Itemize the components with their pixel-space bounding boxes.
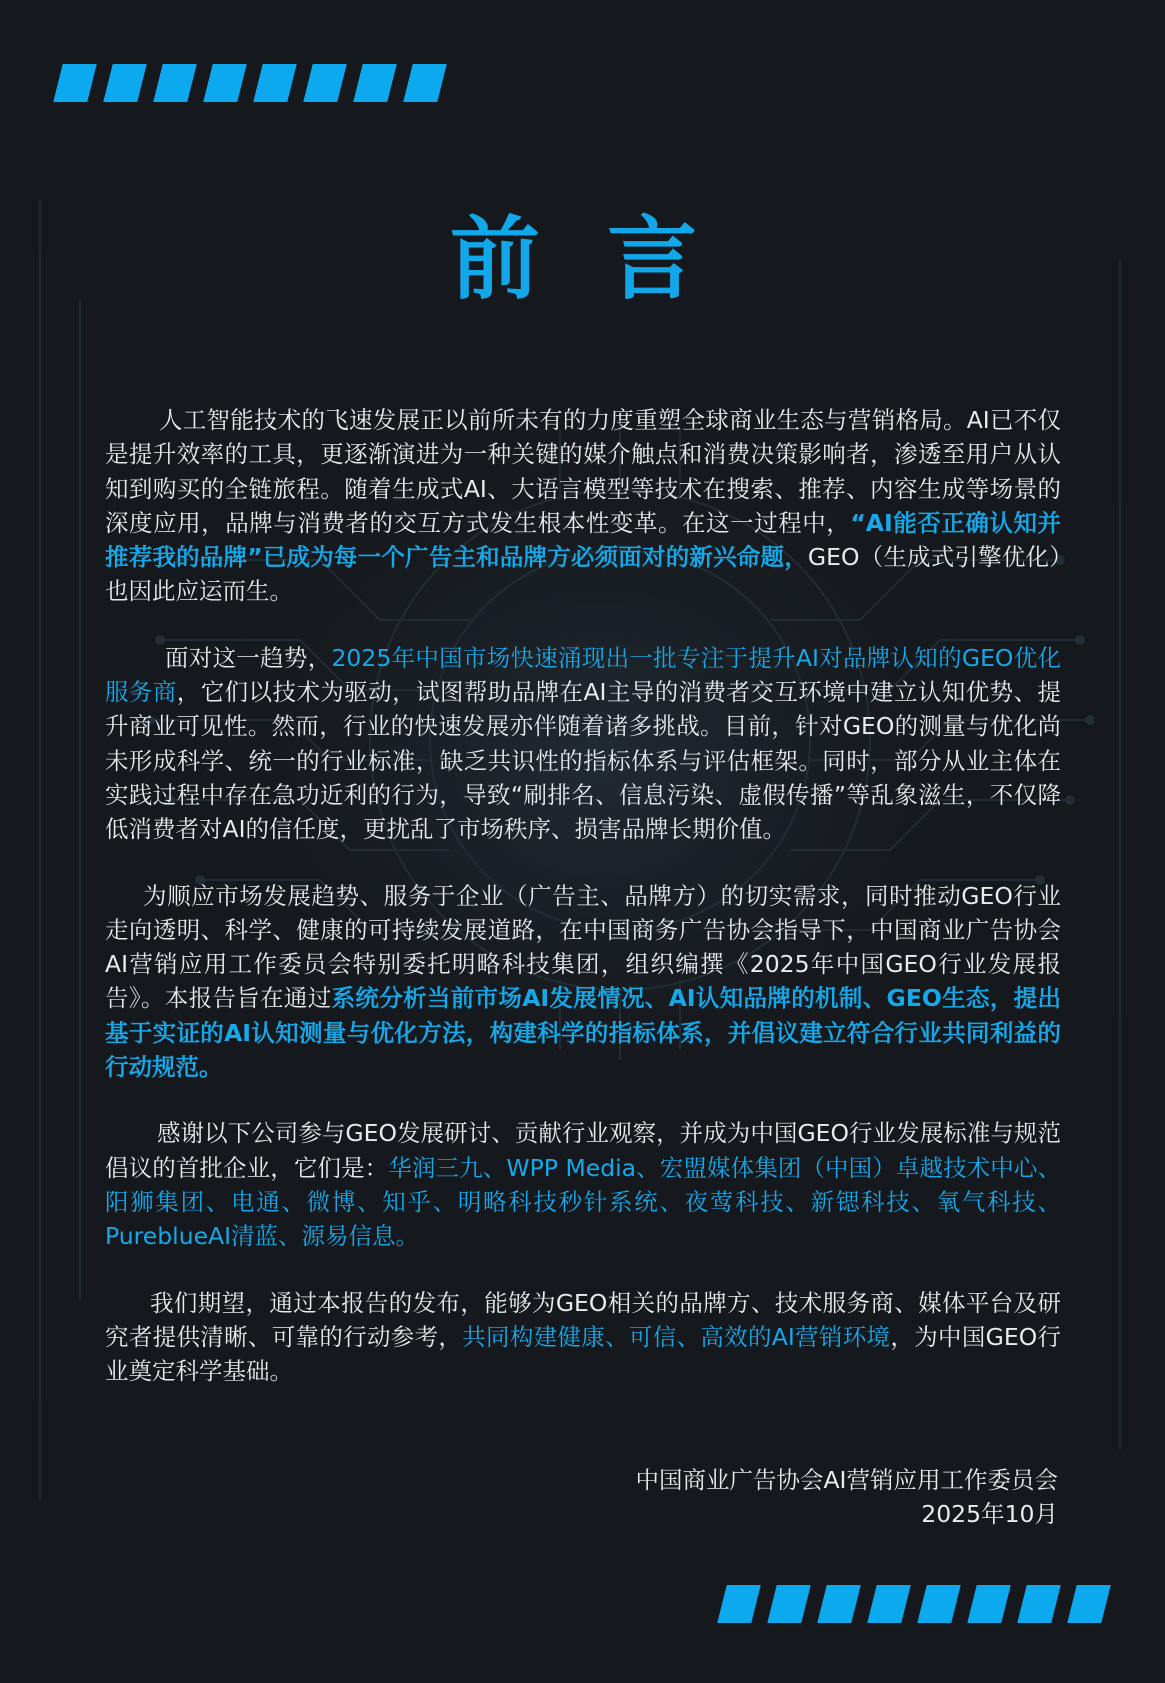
paragraph-2-text-end: ，它们以技术为驱动，试图帮助品牌在AI主导的消费者交互环境中建立认知优势、提升商业可见性。然而，行业的快速发展亦伴随着诸多挑战。目前，针对GEO的测量与优化尚未形成科学、统一的行业标准，缺乏共识性的指标体系与评估框架。同时，部分从业主体在实践过程中存在急功近利的行为，导致“刷排名、信息污染、虚假传播”等乱象滋生，不仅降低消费者对AI的信任度，更扰乱了市场秩序、损害品牌长期价值。 (105, 678, 1062, 844)
paragraph-5-highlight: 共同构建健康、可信、高效的AI营销环境 (462, 1322, 891, 1351)
signature-date: 2025年10月 (921, 1500, 1058, 1528)
page-title: 前 言 (449, 207, 716, 312)
paragraph-1-text: 人工智能技术的飞速发展正以前所未有的力度重塑全球商业生态与营销格局。AI已不仅是提升效率的工具，更逐渐演进为一种关键的媒介触点和消费决策影响者，渗透至用户从认知到购买的全链旅程。随着生成式AI、大语言模型等技术在搜索、推荐、内容生成等场景的深度应用，品牌与消费者的交互方式发生根本性变革。在这一过程中， (105, 406, 1061, 537)
paragraph-1-highlight: “AI能否正确认知并推荐我的品牌”已成为每一个广告主和品牌方必须面对的新兴命题， (105, 508, 1061, 572)
paragraph-3-highlight: 系统分析当前市场AI发展情况、AI认知品牌的机制、GEO生态，提出基于实证的AI认知测量与优化方法，构建科学的指标体系，并倡议建立符合行业共同利益的行动规范。 (105, 984, 1061, 1082)
signature-org: 中国商业广告协会AI营销应用工作委员会 (635, 1466, 1058, 1494)
preface-body (105, 403, 1061, 1388)
paragraph-1 (105, 403, 1061, 609)
paragraph-3 (105, 879, 1061, 1085)
paragraph-4-text: 感谢以下公司参与GEO发展研讨、贡献行业观察，并成为中国GEO行业发展标准与规范倡议的首批企业，它们是： (105, 1119, 1061, 1182)
paragraph-2 (105, 641, 1061, 847)
paragraph-2-text: 面对这一趋势， (165, 643, 332, 672)
paragraph-4-highlight: 华润三九、WPP Media、宏盟媒体集团（中国）卓越技术中心、阳狮集团、电通、微博、知乎、明略科技秒针系统、夜莺科技、新锶科技、氧气科技、PureblueAI清蓝、源易信息。 (105, 1153, 1061, 1251)
paragraph-5 (105, 1286, 1061, 1389)
signature-block (635, 1463, 1058, 1531)
paragraph-5-text-end: ，为中国GEO行业奠定科学基础。 (105, 1322, 1061, 1386)
bottom-stripe-decoration (722, 1585, 1106, 1623)
paragraph-5-text: 我们期望，通过本报告的发布，能够为GEO相关的品牌方、技术服务商、媒体平台及研究者提供清晰、可靠的行动参考， (105, 1288, 1061, 1351)
paragraph-1-text-end: GEO（生成式引擎优化）也因此应运而生。 (105, 543, 1061, 606)
top-stripe-decoration (58, 64, 442, 102)
paragraph-3-text: 为顺应市场发展趋势、服务于企业（广告主、品牌方）的切实需求，同时推动GEO行业走向透明、科学、健康的可持续发展道路，在中国商务广告协会指导下，中国商业广告协会AI营销应用工作委员会特别委托明略科技集团，组织编撰《2025年中国GEO行业发展报告》。本报告旨在通过 (105, 881, 1061, 1013)
paragraph-2-highlight: 2025年中国市场快速涌现出一批专注于提升AI对品牌认知的GEO优化服务商 (105, 643, 1061, 707)
paragraph-4 (105, 1116, 1061, 1253)
